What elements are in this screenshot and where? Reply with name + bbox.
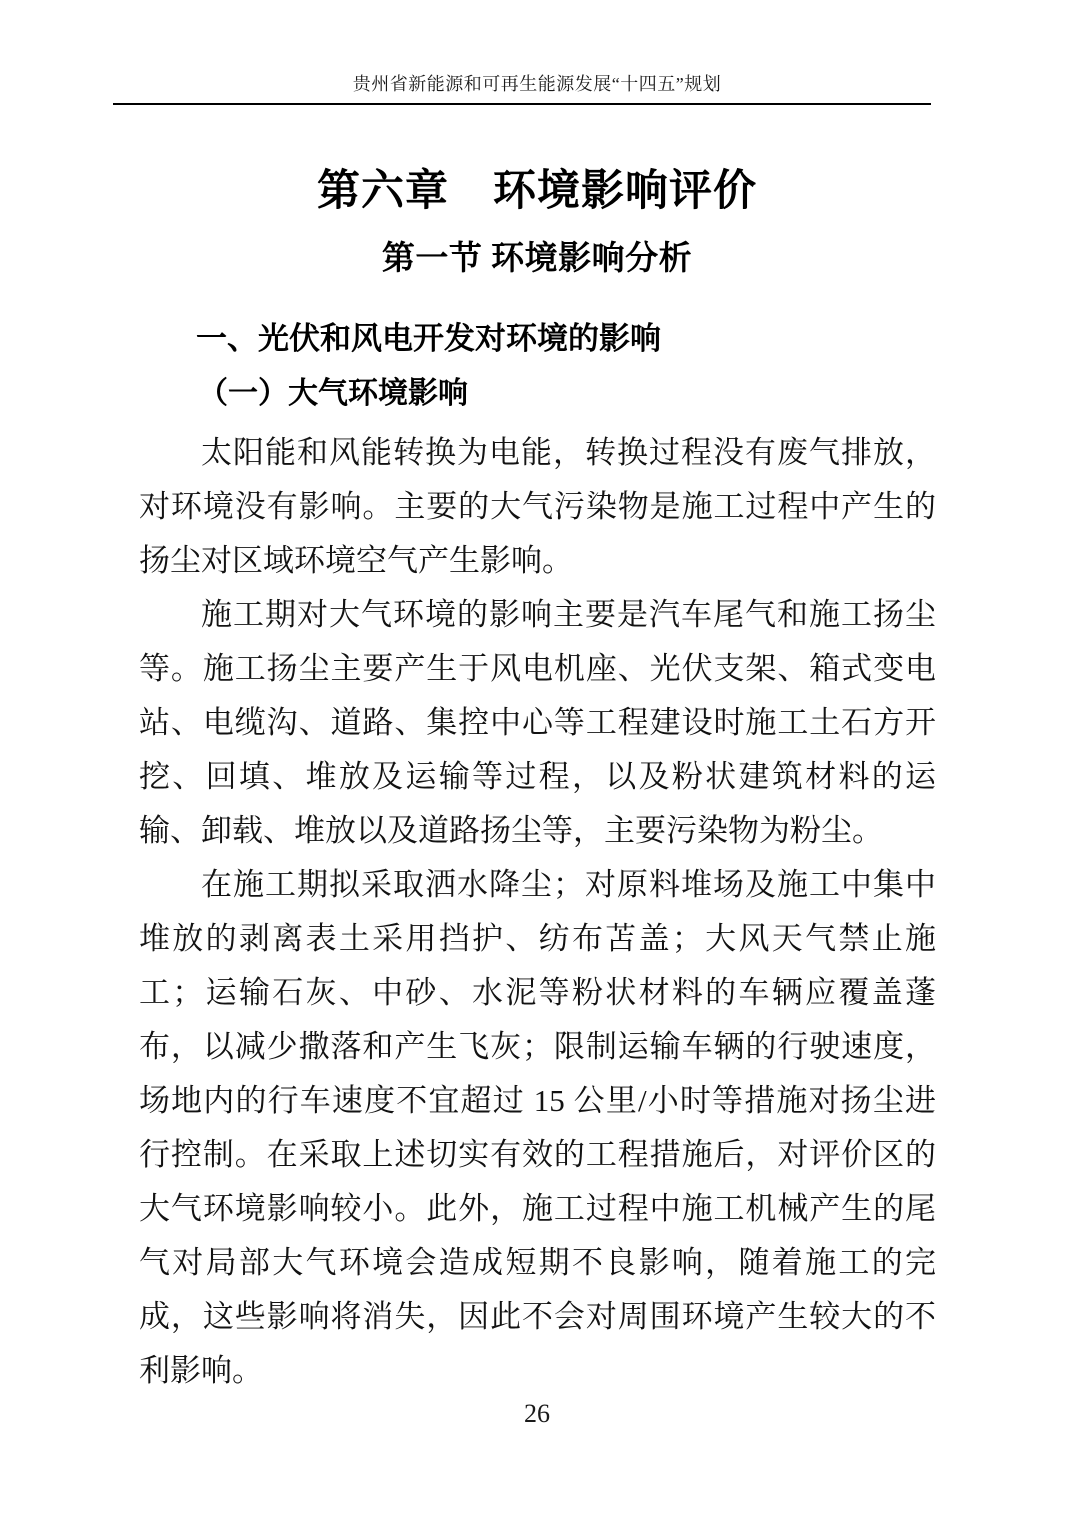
chapter-title: 第六章 环境影响评价 — [317, 168, 757, 215]
heading-level-1: 一、光伏和风电开发对环境的影响 — [196, 321, 661, 357]
body-paragraph: 太阳能和风能转换为电能，转换过程没有废气排放，对环境没有影响。主要的大气污染物是施工过程中产生的扬尘对区域环境空气产生影响。 — [139, 435, 936, 578]
body-paragraph: 施工期对大气环境的影响主要是汽车尾气和施工扬尘等。施工扬尘主要产生于风电机座、光伏支架、箱式变电站、电缆沟、道路、集控中心等工程建设时施工土石方开挖、回填、堆放及运输等过程，以及粉状建筑材料的运输、卸载、堆放以及道路扬尘等，主要污染物为粉尘。 — [139, 597, 936, 848]
body-paragraph: 在施工期拟采取洒水降尘；对原料堆场及施工中集中堆放的剥离表土采用挡护、纺布苫盖；大风天气禁止施工；运输石灰、中砂、水泥等粉状材料的车辆应覆盖蓬布，以减少撒落和产生飞灰；限制运输车辆的行驶速度，场地内的行车速度不宜超过 15 公里/小时等措施对扬尘进行控制。在采取上述切实有效的工程措施后，对评价区的大气环境影响较小。此外，施工过程中施工机械产生的尾气对局部大气环境会造成短期不良影响，随着施工的完成，这些影响将消失，因此不会对周围环境产生较大的不利影响。 — [139, 867, 936, 1388]
header-divider-rule — [113, 103, 931, 105]
body-text-block — [139, 426, 936, 1398]
running-header — [0, 72, 1074, 96]
page-number: 26 — [524, 1399, 550, 1428]
running-header-title: 贵州省新能源和可再生能源发展“十四五”规划 — [352, 74, 722, 94]
section-title: 第一节 环境影响分析 — [381, 241, 693, 277]
heading-level-2: （一）大气环境影响 — [198, 377, 468, 410]
